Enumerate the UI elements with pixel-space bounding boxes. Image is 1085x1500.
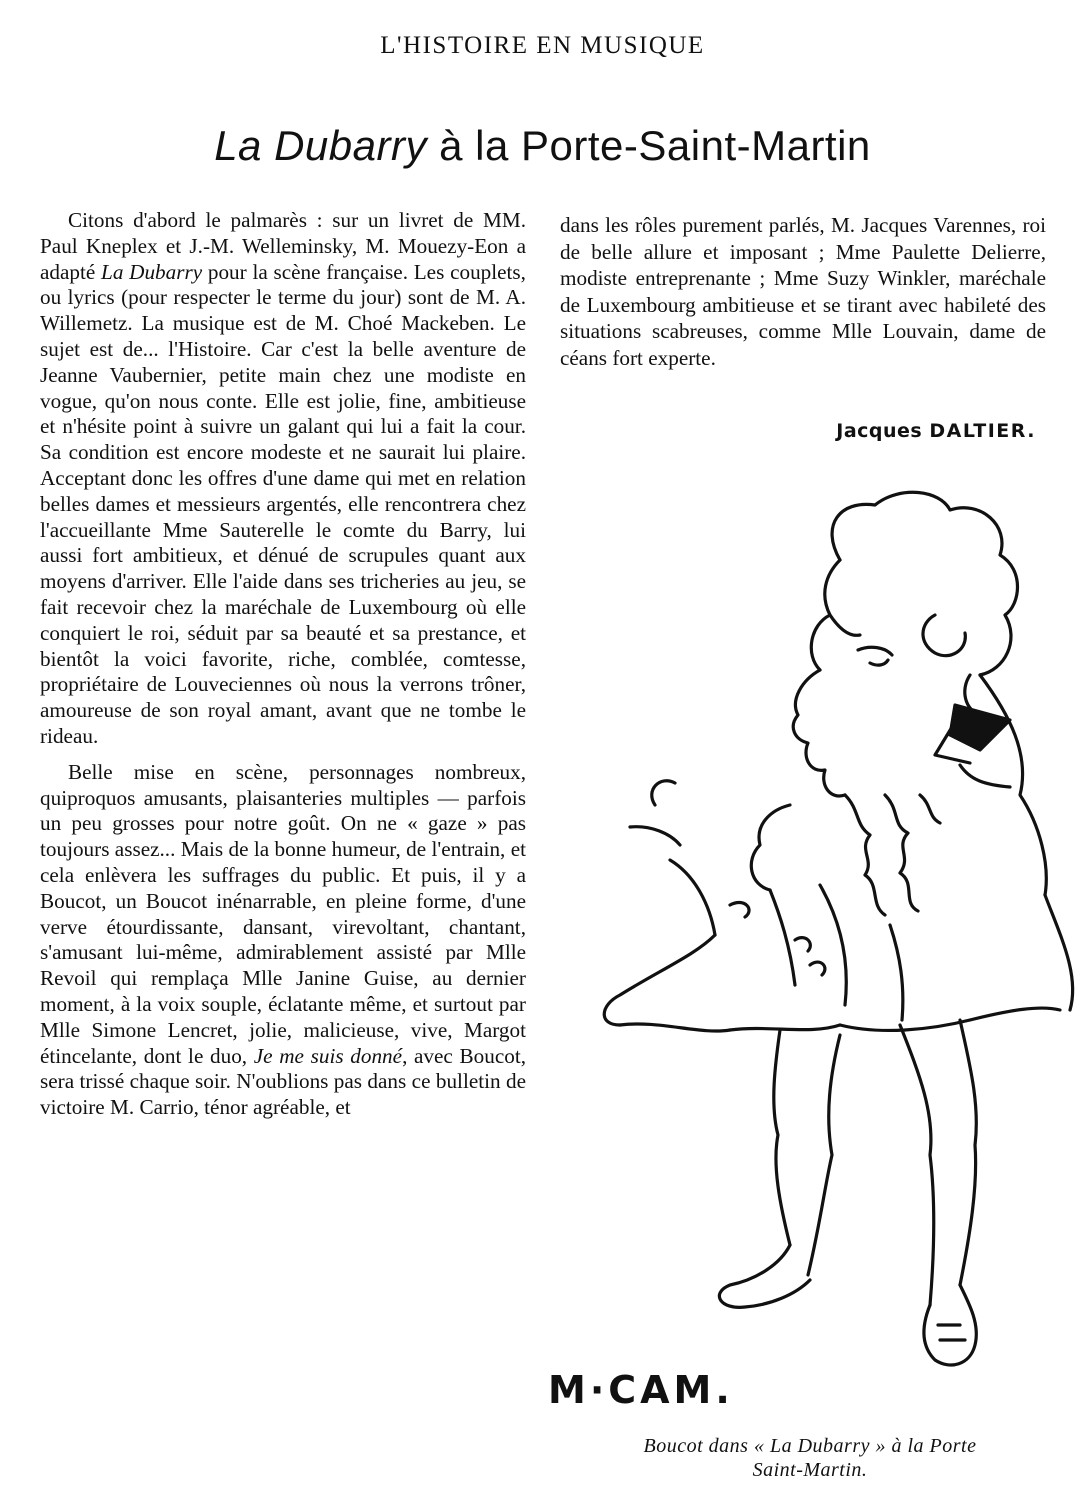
left-paragraph-2 — [40, 760, 526, 1121]
author-signature — [560, 420, 1036, 442]
author-last-name: DALTIER. — [929, 420, 1036, 442]
article-title — [0, 122, 1085, 170]
left-p1-text-b: pour la scène française. Les couplets, ou lyrics (pour respecter le terme du jour) sont de M. A. Willemetz. La musique est de M. Choé Mackeben. Le sujet est de... l'Histoire. Car c'est la belle aventure de Jeanne Vaubernier, petite main chez une modiste en vogue, qu'on nous conte. Elle est jolie, fine, ambitieuse et n'hésite point à suivre un galant qui lui a fait la cour. Sa condition est encore modeste et ne saurait lui plaire. Acceptant donc les offres d'une dame qui met en relation belles dames et messieurs argentés, elle rencontrera chez l'accueillante Mme Sauterelle le comte du Barry, lui aussi fort ambitieux, et dénué de scrupules quant aux moyens d'arriver. Elle l'aide dans ses tricheries au jeu, se fait recevoir chez la maréchale de Luxembourg où elle conquiert le roi, séduit par sa beauté et sa prestance, et bientôt la voici favorite, riche, comblée, comtesse, propriétaire de Louveciennes où nous la verrons trôner, amoureuse de son royal amant, avant que ne tombe le rideau. — [40, 259, 526, 748]
left-p2-text-b: , avec Boucot, sera trissé chaque soir. N'oublions pas dans ce bulletin de victoire M. Carrio, ténor agréable, et — [40, 1043, 527, 1120]
caption-line-2: Saint-Martin. — [752, 1459, 868, 1481]
left-p2-italic: Je me suis donné — [253, 1043, 403, 1068]
right-column — [560, 212, 1046, 371]
caricature-illustration — [540, 465, 1085, 1445]
left-p1-text-a: Citons d'abord le palmarès : sur un livret de MM. Paul Kneplex et J.-M. Welleminsky, M. Mouezy-Eon a adapté — [40, 208, 526, 284]
right-paragraph-1: dans les rôles purement parlés, M. Jacques Varennes, roi de belle allure et imposant ; Mme Paulette Delierre, modiste entreprenante ; Mme Suzy Winkler, maréchale de Luxembourg ambitieuse et se tirant avec habileté des situations scabreuses, comme Mlle Louvain, dame de céans fort experte. — [560, 213, 1046, 370]
caption-line-1: Boucot dans « La Dubarry » à la Porte — [643, 1435, 977, 1457]
left-column — [40, 208, 526, 1121]
left-p2-text-a: Belle mise en scène, personnages nombreux, quiproquos amusants, plaisanteries multiples — parfois un peu grosses pour notre goût. On ne « gaze » pas toujours assez... Mais de la bonne humeur, de l'entrain, et cela enlèvera les suffrages du public. Et puis, il y a Boucot, un Boucot inénarrable, en pleine forme, d'une verve étourdissante, dansant, virevoltant, chantant, s'amusant lui-même, admirablement assisté par Mlle Revoil qui remplaça Mlle Janine Guise, au dernier moment, à la voix souple, éclatante même, et surtout par Mlle Simone Lencret, jolie, malicieuse, vive, Margot étincelante, dont le duo, — [40, 759, 526, 1068]
title-italic: La Dubarry — [214, 122, 427, 169]
section-heading: L'HISTOIRE EN MUSIQUE — [380, 32, 705, 59]
left-paragraph-1 — [40, 208, 526, 750]
left-p1-italic: La Dubarry — [101, 259, 203, 284]
artist-signature: M·CAM. — [548, 1368, 734, 1412]
illustration-caption — [560, 1434, 1060, 1482]
title-rest: à la Porte-Saint-Martin — [426, 122, 871, 169]
author-first-name: Jacques — [836, 420, 930, 442]
